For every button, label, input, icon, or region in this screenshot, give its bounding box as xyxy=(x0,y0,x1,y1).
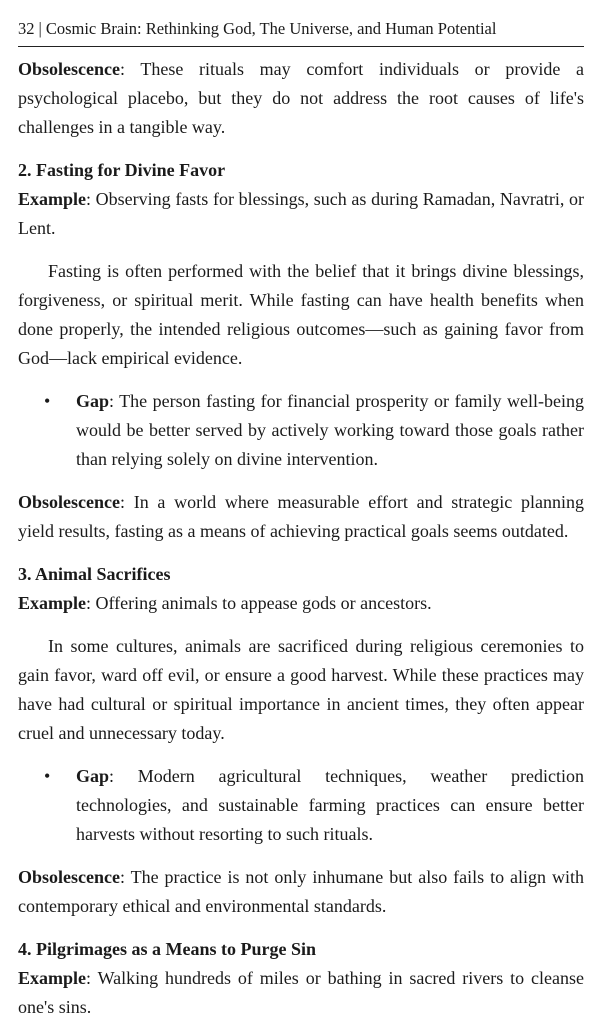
header-separator: | xyxy=(38,19,42,38)
gap-label: Gap xyxy=(76,391,110,411)
gap-label: Gap xyxy=(76,766,110,786)
example-text: : Observing fasts for blessings, such as during Ramadan, Navratri, or Lent. xyxy=(18,189,584,238)
bullet-icon: • xyxy=(44,766,51,786)
obsolescence-label: Obsolescence xyxy=(18,492,120,512)
gap-text: : The person fasting for financial prosperity or family well-being would be better served by actively working toward those goals rather than relying solely on divine intervention. xyxy=(76,391,584,469)
gap-item xyxy=(44,387,584,474)
gap-text: : Modern agricultural techniques, weather prediction technologies, and sustainable farming practices can ensure better harvests without resorting to such rituals. xyxy=(76,766,584,844)
example-label: Example xyxy=(18,189,87,209)
running-head xyxy=(18,18,584,47)
bullet-icon: • xyxy=(44,391,51,411)
obsolescence-text: : In a world where measurable effort and strategic planning yield results, fasting as a means of achieving practical goals seems outdated. xyxy=(18,492,584,541)
example-paragraph-animal-sacrifices xyxy=(18,589,584,618)
obsolescence-paragraph-1 xyxy=(18,55,584,142)
example-label: Example xyxy=(18,968,87,988)
obsolescence-label: Obsolescence xyxy=(18,867,120,887)
obsolescence-label: Obsolescence xyxy=(18,59,120,79)
example-text: : Offering animals to appease gods or ancestors. xyxy=(86,593,432,613)
gap-list-fasting xyxy=(18,387,584,474)
section-heading-fasting: 2. Fasting for Divine Favor xyxy=(18,160,226,180)
example-paragraph-pilgrimages xyxy=(18,964,584,1022)
gap-item xyxy=(44,762,584,849)
example-text: : Walking hundreds of miles or bathing in sacred rivers to cleanse one's sins. xyxy=(18,968,584,1017)
obsolescence-paragraph-animal-sacrifices xyxy=(18,863,584,921)
example-label: Example xyxy=(18,593,87,613)
obsolescence-text: : These rituals may comfort individuals or provide a psychological placebo, but they do not address the root causes of life's challenges in a tangible way. xyxy=(18,59,584,137)
page-number: 32 xyxy=(18,19,35,38)
body-paragraph-fasting: Fasting is often performed with the belief that it brings divine blessings, forgiveness, or spiritual merit. While fasting can have health benefits when done properly, the intended religious outcomes—such as gaining favor from God—lack empirical evidence. xyxy=(18,261,584,368)
body-paragraph-animal-sacrifices: In some cultures, animals are sacrificed during religious ceremonies to gain favor, ward off evil, or ensure a good harvest. While these practices may have had cultural or spiritual importance in ancient times, they often appear cruel and unnecessary today. xyxy=(18,636,584,743)
section-heading-animal-sacrifices: 3. Animal Sacrifices xyxy=(18,564,171,584)
obsolescence-text: : The practice is not only inhumane but also fails to align with contemporary ethical and environmental standards. xyxy=(18,867,584,916)
section-heading-pilgrimages: 4. Pilgrimages as a Means to Purge Sin xyxy=(18,939,316,959)
obsolescence-paragraph-fasting xyxy=(18,488,584,546)
book-title: Cosmic Brain: Rethinking God, The Universe, and Human Potential xyxy=(45,19,497,38)
gap-list-animal-sacrifices xyxy=(18,762,584,849)
example-paragraph-fasting xyxy=(18,185,584,243)
